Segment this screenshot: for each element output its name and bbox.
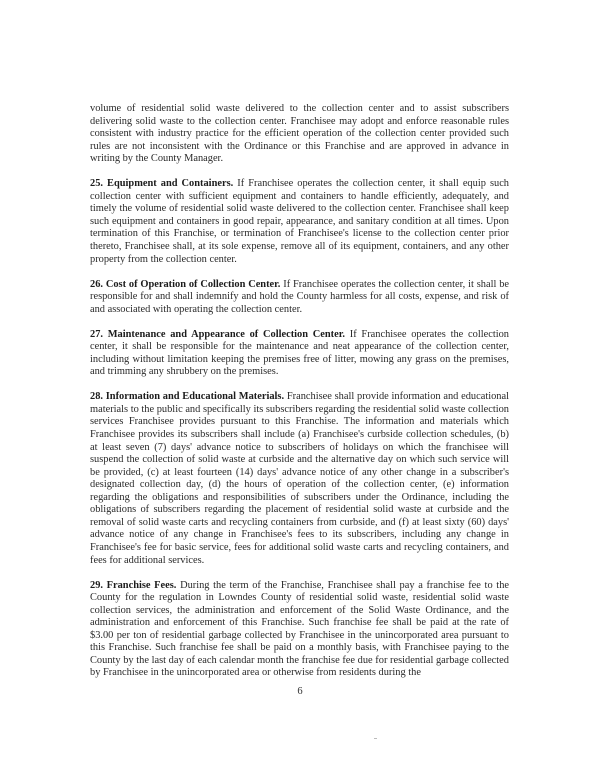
paragraph-28-information-materials <box>90 391 509 567</box>
paragraph-27-maintenance-appearance <box>90 329 509 379</box>
paragraph-heading: 29. Franchise Fees. <box>90 579 177 591</box>
paragraph-heading: 28. Information and Educational Materials. <box>90 391 285 403</box>
scan-artifact <box>374 738 377 739</box>
paragraph-heading: 25. Equipment and Containers. <box>90 178 234 190</box>
page-number: 6 <box>297 686 303 697</box>
paragraph-text: If Franchisee operates the collection center, it shall be responsible for the maintenance and neat appearance of the collection center, including without limitation keeping the premises free of litter, mowing any grass on the premises, and trimming any shrubbery on the premises. <box>90 328 509 378</box>
paragraph-heading: 26. Cost of Operation of Collection Center. <box>90 278 281 290</box>
paragraph-text: volume of residential solid waste delivered to the collection center and to assist subscribers delivering solid waste to the collection center. Franchisee may adopt and enforce reasonable rules consistent with industry practice for the efficient operation of the collection center provided such rules are not inconsistent with the Ordinance or this Franchise and are approved in advance in writing by the County Manager. <box>90 103 509 165</box>
paragraph-text: If Franchisee operates the collection center, it shall be responsible for and shall indemnify and hold the County harmless for all costs, expense, and risk of and associated with operating the collection center. <box>90 278 509 315</box>
paragraph-continuation <box>90 103 509 166</box>
paragraph-25-equipment-containers <box>90 178 509 266</box>
document-page-body <box>90 103 509 692</box>
paragraph-26-cost-of-operation <box>90 279 509 317</box>
paragraph-text: During the term of the Franchise, Franchisee shall pay a franchise fee to the County for the regulation in Lowndes County of residential solid waste, residential solid waste collection services, the administration and enforcement of the Solid Waste Ordinance, and the administration and enforcement of this Franchise. Such franchise fee shall be paid at the rate of $3.00 per ton of residential garbage collected by Franchisee in the unincorporated area pursuant to this Franchise. Such franchise fee shall be paid on a monthly basis, with Franchisee paying to the County by the last day of each calendar month the franchise fee due for residential garbage collected by Franchisee in the unincorporated area or otherwise from residents during the <box>90 579 510 679</box>
paragraph-text: Franchisee shall provide information and educational materials to the public and specifically its subscribers regarding the residential solid waste collection services Franchisee provides pursuant to this Franchise. The information and materials which Franchisee provides its subscribers shall include (a) Franchisee's curbside collection schedules, (b) at least seven (7) days' advance notice to subscribers of holidays on which the franchisee will suspend the collection of solid waste at curbside and the alternative day on which such service will be provided, (c) at least fourteen (14) days' advance notice of any other change in a subscriber's designated collection day, (d) the hours of operation of the collection center, (e) information regarding the obligations and responsibilities of subscribers under the Ordinance, including the obligations of subscribers regarding the placement of residential solid waste at curbside and the removal of solid waste carts and recycling containers from curbside, and (f) at least sixty (60) days' advance notice of any change in Franchisee's fees to its subscribers, including any change in Franchisee's fee for basic service, fees for additional solid waste carts and recycling containers, and fees for additional services. <box>90 391 510 566</box>
paragraph-29-franchise-fees <box>90 580 509 680</box>
paragraph-heading: 27. Maintenance and Appearance of Collection Center. <box>90 328 345 340</box>
paragraph-text: If Franchisee operates the collection center, it shall equip such collection center with sufficient equipment and containers to handle efficiently, adequately, and timely the volume of residential solid waste delivered to the collection center. Franchisee shall keep such equipment and containers in good repair, appearance, and sanitary condition at all times. Upon termination of this Franchise, or termination of Franchisee's license to the collection center prior thereto, Franchisee shall, at its sole expense, remove all of its equipment, containers, and any other property from the collection center. <box>90 178 509 265</box>
